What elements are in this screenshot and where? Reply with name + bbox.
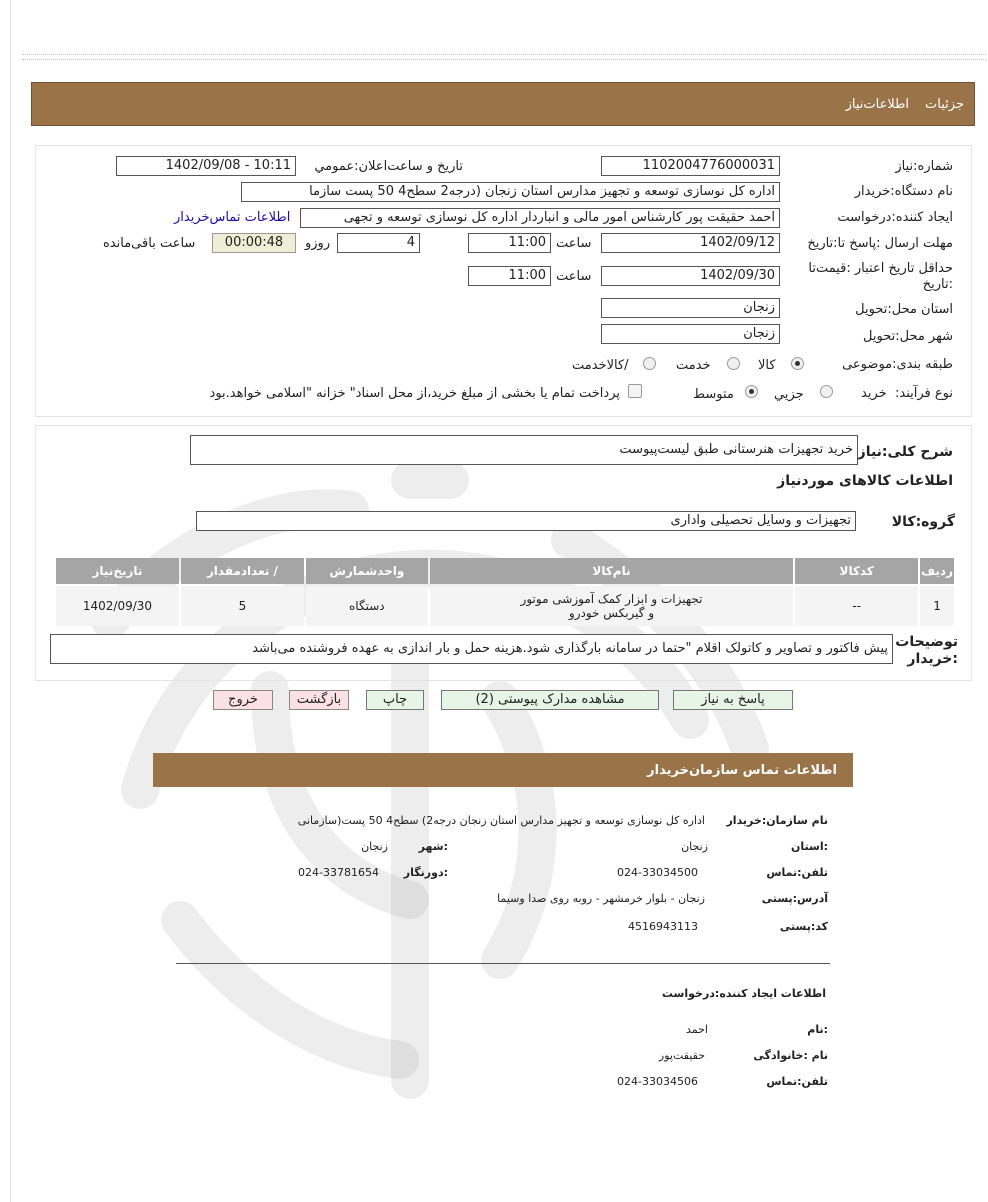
days-label: روزو [305, 236, 331, 251]
org-label: نام سازمان:خریدار [726, 814, 828, 827]
validity-label: حداقل تاریخ اعتبار :قیمت‌تا :تاریخ [808, 261, 953, 292]
creator-phone-label: تلفن:تماس [766, 1075, 828, 1088]
cell-row: 1 [920, 586, 954, 626]
creator-name-value: احمد [686, 1023, 708, 1036]
cell-name-line2: و گیربکس خودرو [568, 606, 655, 620]
days-field[interactable]: 4 [337, 233, 420, 253]
need-number-field[interactable]: 1102004776000031 [601, 156, 780, 176]
col-unit: واحدشمارش [306, 558, 428, 584]
tab-need-info[interactable]: اطلاعات‌نیاز [845, 96, 910, 112]
process-partial-label: جزیي [774, 387, 804, 402]
province-label: استان محل:تحویل [855, 302, 953, 317]
col-qty: / تعدادمقدار [181, 558, 304, 584]
goods-table [54, 556, 956, 628]
remaining-label: ساعت باقی‌مانده [103, 236, 196, 251]
buyer-contact-title: اطلاعات تماس سازمان‌خریدار [647, 762, 837, 778]
deadline-time-field[interactable]: 11:00 [468, 233, 551, 253]
validity-hour-label: ساعت [556, 269, 592, 284]
cell-name [430, 586, 794, 626]
remaining-timer: 00:00:48 [212, 233, 296, 253]
creator-name-label: :نام [807, 1023, 828, 1036]
creator-family-label: نام :خانوادگی [753, 1049, 828, 1062]
category-both-radio[interactable] [643, 357, 656, 370]
requester-field[interactable]: احمد حقیقت پور کارشناس امور مالی و انباردار اداره کل نوسازی توسعه و تجهی [300, 208, 780, 228]
contact-postal-label: کد:پستی [779, 920, 828, 933]
deadline-hour-label: ساعت [556, 236, 592, 251]
category-label: طبقه بندی:موضوعی [842, 357, 953, 372]
process-type-label: نوع فرآیند: [895, 386, 953, 401]
print-button[interactable]: چاپ [366, 690, 424, 710]
buyer-notes-field[interactable]: پیش فاکتور و تصاویر و کاتولک اقلام "حتما در سامانه بارگذاری شود.هزینه حمل و بار اندازی به عهده فروشنده می‌باشد [50, 634, 893, 664]
category-goods-label: کالا [758, 358, 776, 373]
cell-qty: 5 [181, 586, 304, 626]
treasury-checkbox[interactable] [628, 384, 642, 398]
contact-city-value: زنجان [361, 840, 388, 853]
cell-name-line1: تجهیزات و ابزار کمک آموزشی موتور [520, 592, 703, 606]
cell-date: 1402/09/30 [56, 586, 179, 626]
contact-fax-label: :دورنگار [403, 866, 448, 879]
col-name: نام‌کالا [430, 558, 794, 584]
process-partial-radio[interactable] [820, 385, 833, 398]
contact-province-label: :استان [791, 840, 828, 853]
need-number-label: شماره:نیاز [895, 159, 953, 174]
goods-group-field[interactable]: تجهیزات و وسایل تحصیلی واداری [196, 511, 856, 531]
goods-info-title: اطلاعات کالاهای موردنیاز [777, 473, 953, 489]
buyer-field[interactable]: اداره کل نوسازی توسعه و تجهیز مدارس استان زنجان (درجه2 سطح4 50 پست سازما [241, 182, 780, 202]
city-label: شهر محل:تحویل [863, 329, 953, 344]
contact-postal-value: 4516943113 [628, 920, 698, 933]
process-medium-radio[interactable] [745, 385, 758, 398]
category-goods-radio[interactable] [791, 357, 804, 370]
process-medium-label: متوسط [693, 387, 734, 402]
cell-unit: دستگاه [306, 586, 428, 626]
city-field[interactable]: زنجان [601, 324, 780, 344]
category-service-radio[interactable] [727, 357, 740, 370]
buyer-notes-label: توضیحات :خریدار [895, 634, 958, 667]
page-left-rule [10, 0, 11, 1202]
creator-info-title: اطلاعات ایجاد کننده:درخواست [661, 987, 826, 1000]
description-field[interactable]: خرید تجهیزات هنرستانی طبق لیست‌پیوست [190, 435, 858, 465]
contact-city-label: :شهر [418, 840, 448, 853]
requester-label: ایجاد کننده:درخواست [837, 210, 953, 225]
category-service-label: خدمت [676, 358, 711, 373]
goods-table-header [56, 558, 954, 584]
contact-divider [176, 963, 830, 964]
process-buy-label: خرید [861, 386, 887, 401]
announce-label: تاریخ و ساعت‌اعلان:عمومي [314, 159, 463, 174]
province-field[interactable]: زنجان [601, 298, 780, 318]
table-row [56, 586, 954, 626]
attached-docs-button[interactable]: مشاهده مدارک پیوستی (2) [441, 690, 659, 710]
contact-address-value: زنجان - بلوار خرمشهر - روبه روی صدا وسیما [497, 892, 705, 905]
col-date: تاریخ‌نیاز [56, 558, 179, 584]
top-divider [22, 54, 986, 60]
category-both-label: /کالاخدمت [572, 358, 629, 373]
details-header [31, 82, 975, 126]
validity-time-field[interactable]: 11:00 [468, 266, 551, 286]
buyer-label: نام دستگاه:خریدار [854, 184, 953, 199]
contact-address-label: آدرس:پستی [761, 892, 828, 905]
exit-button[interactable]: خروج [213, 690, 273, 710]
buyer-contact-link[interactable]: اطلاعات تماس‌خریدار [174, 210, 291, 225]
buyer-contact-header [153, 753, 853, 787]
creator-phone-value: 024-33034506 [617, 1075, 698, 1088]
validity-date-field[interactable]: 1402/09/30 [601, 266, 780, 286]
col-row: ردیف [920, 558, 954, 584]
deadline-label: مهلت ارسال :پاسخ تا:تاریخ [807, 236, 953, 251]
reply-button[interactable]: پاسخ به نیاز [673, 690, 793, 710]
tab-details[interactable]: جزئیات [925, 96, 964, 112]
creator-family-value: حقیقت‌پور [658, 1049, 705, 1062]
org-value: اداره کل نوسازی توسعه و تجهیز مدارس استان زنجان درجه2) سطح4 50 پست(سازمانی [297, 814, 705, 827]
contact-phone-value: 024-33034500 [617, 866, 698, 879]
col-code: کدکالا [795, 558, 918, 584]
back-button[interactable]: بازگشت [289, 690, 349, 710]
goods-group-label: گروه:کالا [891, 514, 955, 530]
treasury-text: پرداخت تمام یا بخشی از مبلغ خرید،از محل اسناد" خزانه "اسلامی خواهد.بود [209, 386, 620, 401]
announce-field[interactable]: 1402/09/08 - 10:11 [116, 156, 296, 176]
deadline-date-field[interactable]: 1402/09/12 [601, 233, 780, 253]
contact-province-value: زنجان [681, 840, 708, 853]
cell-code: -- [795, 586, 918, 626]
contact-fax-value: 024-33781654 [298, 866, 379, 879]
contact-phone-label: تلفن:تماس [766, 866, 828, 879]
description-label: شرح کلی:نیاز [857, 444, 953, 460]
